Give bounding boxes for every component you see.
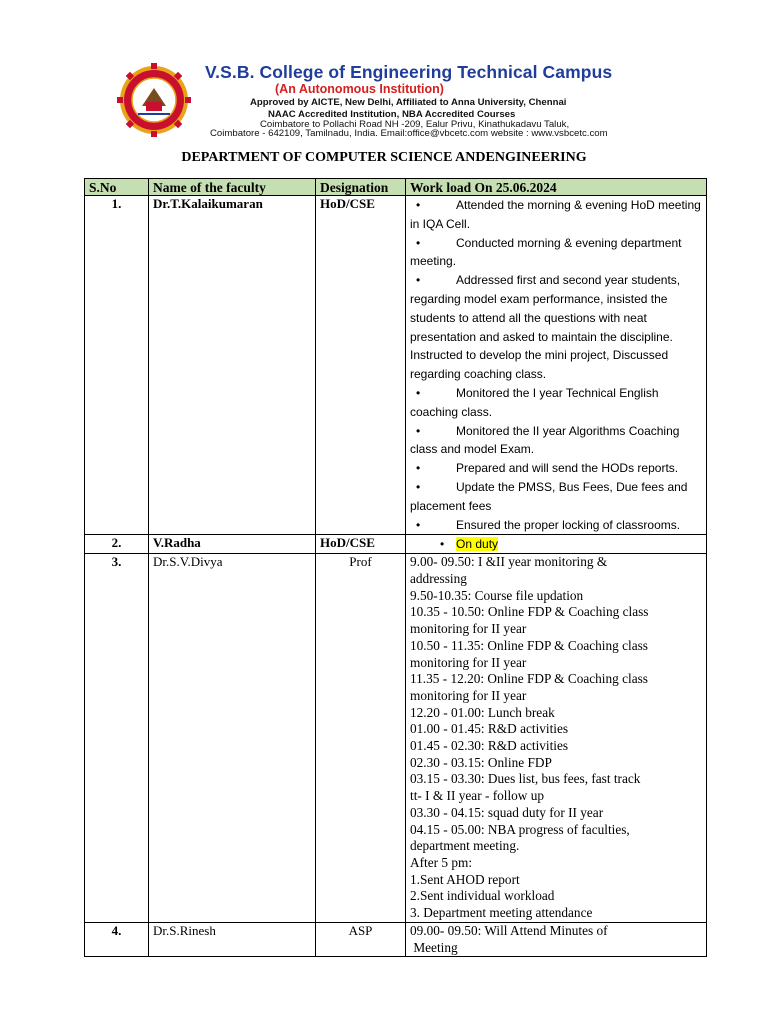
- row-sno: 4.: [85, 922, 149, 956]
- row-name: V.Radha: [149, 535, 316, 554]
- schedule-line: 11.35 - 12.20: Online FDP & Coaching class: [410, 671, 648, 687]
- workload-bullet-list: [410, 196, 702, 534]
- schedule-line: monitoring for II year: [410, 687, 527, 703]
- list-item: • Prepared and will send the HODs reports.: [416, 461, 679, 476]
- schedule-line: monitoring for II year: [410, 654, 527, 670]
- schedule-line: 9.00- 09.50: I &II year monitoring &: [410, 554, 608, 570]
- schedule-line: 10.35 - 10.50: Online FDP & Coaching class: [410, 604, 649, 620]
- header-sno: S.No: [85, 179, 149, 196]
- row-designation: HoD/CSE: [316, 535, 406, 554]
- table-row: [85, 554, 707, 922]
- list-item: • On duty: [440, 537, 499, 552]
- list-item: • Monitored the II year Algorithms Coaching class and model Exam.: [410, 423, 680, 457]
- workload-bullet-list: [410, 535, 702, 553]
- list-item: • Conducted morning & evening department meeting.: [410, 235, 682, 269]
- schedule-line: After 5 pm:: [410, 855, 473, 870]
- schedule-line: 01.00 - 01.45: R&D activities: [410, 721, 569, 737]
- schedule-line: Meeting: [410, 939, 458, 955]
- college-logo: [110, 62, 198, 138]
- schedule-line: 03.15 - 03.30: Dues list, bus fees, fast track: [410, 771, 641, 787]
- address-line: Coimbatore to Pollachi Road NH -209, Ealur Privu, Kinathukadavu Taluk,: [260, 119, 570, 130]
- table-row: [85, 922, 707, 956]
- list-item: • Addressed first and second year students, regarding model exam performance, insisted the students to attend all the questions with neat presentation and asked to maintain the discipline. Instructed to develop the mini project, Discussed regarding coaching class.: [410, 273, 681, 382]
- table-row: [85, 196, 707, 535]
- schedule-line: 01.45 - 02.30: R&D activities: [410, 738, 569, 754]
- schedule-line: 2.Sent individual workload: [410, 888, 555, 904]
- schedule-line: 12.20 - 01.00: Lunch break: [410, 704, 555, 720]
- approval-line: Approved by AICTE, New Delhi, Affiliated to Anna University, Chennai: [250, 97, 567, 108]
- row-sno: 2.: [85, 535, 149, 554]
- row-designation: ASP: [316, 922, 406, 956]
- department-title: DEPARTMENT OF COMPUTER SCIENCE ANDENGINEERING: [181, 150, 587, 165]
- list-item: • Monitored the I year Technical English coaching class.: [410, 385, 659, 419]
- schedule-line: 3. Department meeting attendance: [410, 905, 593, 921]
- row-workload: [406, 554, 707, 922]
- schedule-line: 9.50-10.35: Course file updation: [410, 587, 584, 603]
- schedule-line: 03.30 - 04.15: squad duty for II year: [410, 804, 604, 820]
- header-designation: Designation: [316, 179, 406, 196]
- schedule-line: tt- I & II year - follow up: [410, 788, 545, 804]
- schedule-line: 04.15 - 05.00: NBA progress of faculties,: [410, 821, 630, 837]
- row-designation: Prof: [316, 554, 406, 922]
- autonomous-status: (An Autonomous Institution): [275, 82, 444, 96]
- row-name: Dr.S.V.Divya: [149, 554, 316, 922]
- table-header-row: [85, 179, 707, 196]
- schedule-line: addressing: [410, 571, 467, 587]
- college-header: [110, 60, 710, 140]
- list-item: • Update the PMSS, Bus Fees, Due fees and placement fees: [410, 479, 688, 513]
- row-name: Dr.T.Kalaikumaran: [149, 196, 316, 535]
- contact-line: Coimbatore - 642109, Tamilnadu, India. Email:office@vbcetc.com website : www.vsbcetc.com: [210, 128, 608, 139]
- row-designation: HoD/CSE: [316, 196, 406, 535]
- row-workload: [406, 922, 707, 956]
- list-item: • Ensured the proper locking of classrooms.: [416, 517, 681, 532]
- row-workload: [406, 196, 707, 535]
- schedule-line: 09.00- 09.50: Will Attend Minutes of: [410, 922, 608, 938]
- list-item: • Attended the morning & evening HoD meeting in IQA Cell.: [410, 198, 701, 231]
- on-duty-status: On duty: [456, 537, 499, 552]
- header-name: Name of the faculty: [149, 179, 316, 196]
- schedule-line: 1.Sent AHOD report: [410, 871, 520, 887]
- workload-table: [84, 178, 707, 957]
- row-workload: [406, 535, 707, 554]
- schedule-line: 02.30 - 03.15: Online FDP: [410, 754, 552, 770]
- schedule-line: monitoring for II year: [410, 621, 527, 637]
- schedule-line: 10.50 - 11.35: Online FDP & Coaching class: [410, 637, 648, 653]
- schedule-line: department meeting.: [410, 838, 520, 854]
- accreditation-line: NAAC Accredited Institution, NBA Accredited Courses: [268, 109, 516, 120]
- header-workload: Work load On 25.06.2024: [406, 179, 707, 196]
- row-sno: 1.: [85, 196, 149, 535]
- college-name: V.S.B. College of Engineering Technical Campus: [205, 62, 613, 82]
- row-name: Dr.S.Rinesh: [149, 922, 316, 956]
- row-sno: 3.: [85, 554, 149, 922]
- table-row: [85, 535, 707, 554]
